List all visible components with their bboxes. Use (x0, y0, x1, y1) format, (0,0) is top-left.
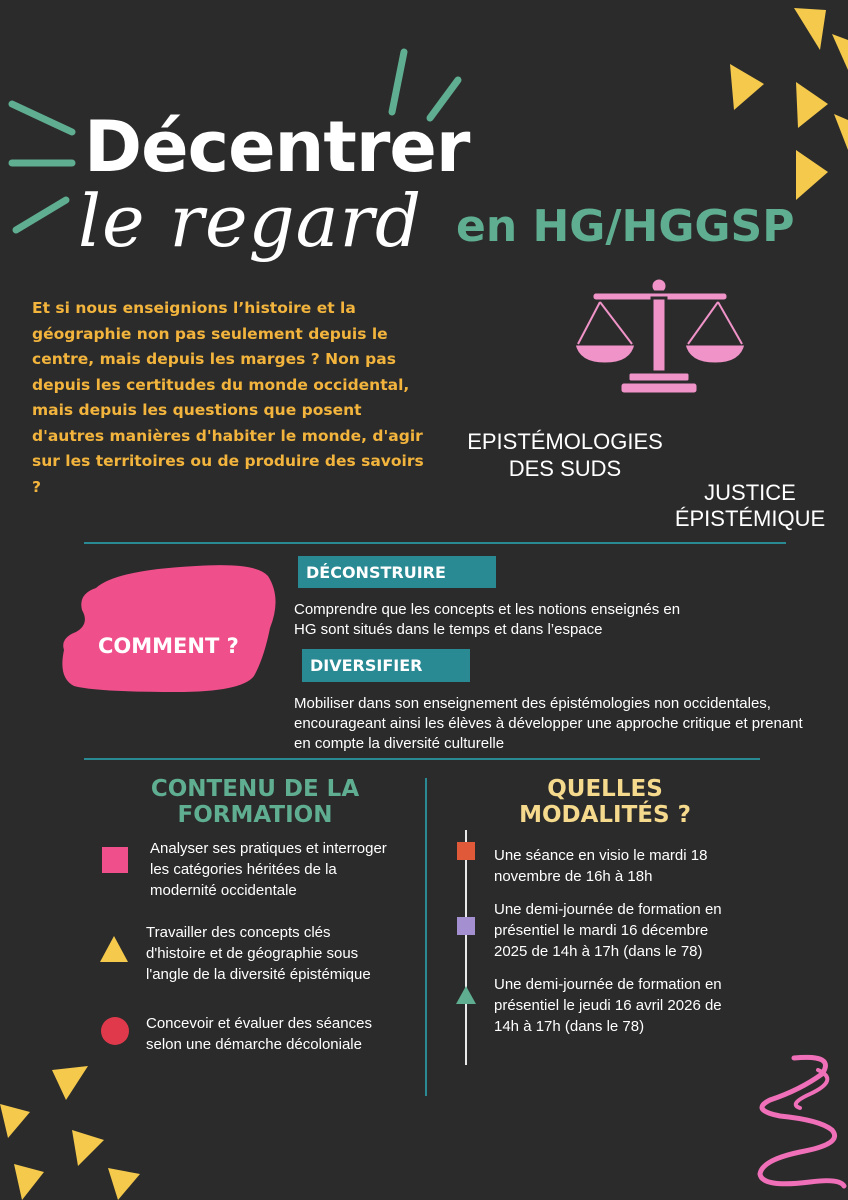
tag-justice-line-1: JUSTICE (704, 480, 796, 505)
comment-label: COMMENT ? (98, 634, 239, 658)
modalite-item-3-line-1: Une demi-journée de formation en (494, 976, 722, 993)
modalite-item-2-line-2: présentiel le mardi 16 décembre (494, 922, 709, 939)
modalites-title-line-2: MODALITÉS ? (519, 802, 691, 828)
deconstruire-line-1: Comprendre que les concepts et les notions enseignés en (294, 601, 681, 618)
contenu-item-2-line-1: Travailler des concepts clés (146, 924, 331, 941)
deconstruire-text (294, 600, 814, 640)
modalite-2-square-icon (457, 917, 475, 935)
modalite-item-3 (494, 974, 794, 1037)
diversifier-line-2: encourageant ainsi les élèves à développer une approche critique et prenant (294, 715, 803, 732)
decorative-squiggle (740, 1050, 848, 1200)
contenu-item-2-triangle-icon (100, 936, 128, 962)
contenu-item-2-line-3: l'angle de la diversité épistémique (146, 966, 371, 983)
decorative-triangles-top (720, 0, 848, 210)
diversifier-label (302, 649, 470, 682)
title-line-1: Décentrer (84, 106, 470, 188)
modalite-1-square-icon (457, 842, 475, 860)
modalite-item-2-line-1: Une demi-journée de formation en (494, 901, 722, 918)
contenu-item-3-line-2: selon une démarche décoloniale (146, 1036, 362, 1053)
intro-paragraph: Et si nous enseignions l’histoire et la géographie non pas seulement depuis le centre, mais depuis les marges ? Non pas depuis les certitudes du monde occidental, mais depuis les questions que posent d'autres manières d'habiter le monde, d'agir sur les territoires ou de produire des savoirs ? (32, 299, 424, 496)
modalite-3-triangle-icon (456, 986, 476, 1004)
comment-blob (56, 558, 282, 696)
deconstruire-title: DÉCONSTRUIRE (306, 562, 446, 582)
contenu-item-2-line-2: d'histoire et de géographie sous (146, 945, 359, 962)
modalite-item-1 (494, 845, 794, 887)
tag-epistemologies-des-suds (440, 428, 690, 482)
contenu-item-3-circle-icon (101, 1017, 129, 1045)
scale-icon (570, 272, 750, 402)
contenu-item-1 (150, 838, 420, 901)
contenu-item-3 (146, 1013, 421, 1055)
diversifier-title: DIVERSIFIER (310, 656, 423, 675)
timeline-line (465, 830, 467, 1065)
modalites-title-line-1: QUELLES (547, 776, 663, 802)
title-line-2: le regard (78, 179, 423, 263)
diversifier-line-1: Mobiliser dans son enseignement des épistémologies non occidentales, (294, 695, 771, 712)
contenu-item-1-line-3: modernité occidentale (150, 882, 297, 899)
modalite-item-2 (494, 899, 794, 962)
modalite-item-1-line-1: Une séance en visio le mardi 18 (494, 847, 708, 864)
modalite-item-3-line-3: 14h à 17h (dans le 78) (494, 1018, 645, 1035)
contenu-item-1-line-1: Analyser ses pratiques et interroger (150, 840, 387, 857)
tag-epistemologies-line-2: DES SUDS (508, 456, 622, 481)
contenu-item-1-square-icon (102, 847, 128, 873)
tag-justice-line-2: ÉPISTÉMIQUE (674, 506, 826, 531)
deconstruire-label (298, 556, 496, 588)
diversifier-text (294, 694, 844, 754)
diversifier-line-3: en compte la diversité culturelle (294, 735, 505, 752)
tag-justice-epistemique (630, 480, 848, 532)
contenu-item-1-line-2: les catégories héritées de la (150, 861, 337, 878)
modalite-item-3-line-2: présentiel le jeudi 16 avril 2026 de (494, 997, 722, 1014)
contenu-title-line-1: CONTENU DE LA (150, 776, 360, 802)
modalite-item-1-line-2: novembre de 16h à 18h (494, 868, 653, 885)
decorative-triangles-bottom (0, 1048, 160, 1200)
contenu-item-2 (146, 922, 421, 985)
divider-middle (84, 758, 760, 760)
deconstruire-line-2: HG sont situés dans le temps et dans l’espace (294, 621, 603, 638)
title-line-3: en HG/HGGSP (456, 201, 795, 252)
divider-top (84, 542, 786, 544)
tag-epistemologies-line-1: EPISTÉMOLOGIES (467, 429, 663, 454)
contenu-title-line-2: FORMATION (177, 802, 333, 828)
modalite-item-2-line-3: 2025 de 14h à 17h (dans le 78) (494, 943, 703, 960)
contenu-item-3-line-1: Concevoir et évaluer des séances (146, 1015, 372, 1032)
divider-vertical (425, 778, 427, 1096)
modalites-title (470, 776, 740, 828)
contenu-title (110, 776, 400, 828)
